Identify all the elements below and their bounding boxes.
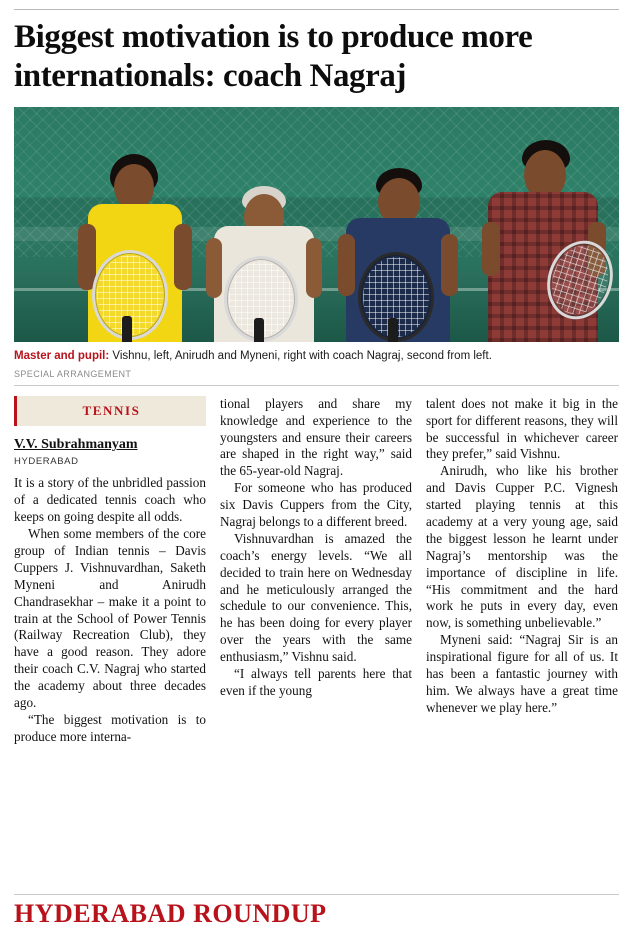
- caption-text: Vishnu, left, Anirudh and Myneni, right with coach Nagraj, second from left.: [109, 350, 492, 363]
- paragraph: “I always tell parents here that even if the young: [220, 665, 412, 698]
- paragraph: talent does not make it big in the sport for different reasons, they will be successful in whichever career they prefer,” said Vishnu.: [426, 395, 618, 462]
- person-anirudh: [336, 152, 458, 342]
- paragraph: Anirudh, who like his brother and Davis Cupper P.C. Vignesh started playing tennis at this academy at a very young age, said the biggest lesson he learnt under Nagraj’s mentorship was the importance of discipline in life. “His commitment and the hard work he puts in every day, even now, is something unbelievable.”: [426, 463, 618, 631]
- caption-lead: Master and pupil:: [14, 350, 110, 363]
- paragraph: tional players and share my knowledge and experience to the youngsters and ensure their careers are shaped in the right way,” said the 65-year-old Nagraj.: [220, 395, 412, 479]
- arm-right: [306, 238, 322, 298]
- footer-masthead: HYDERABAD ROUNDUP: [14, 899, 327, 928]
- article-photo: [14, 107, 619, 342]
- dateline: HYDERABAD: [14, 456, 79, 468]
- arm-left: [206, 238, 222, 298]
- top-divider: [14, 9, 619, 10]
- paragraph: It is a story of the unbridled passion of a dedicated tennis coach who keeps on going despite all odds.: [14, 475, 206, 525]
- caption-divider: [14, 385, 619, 386]
- column-1: [14, 396, 206, 746]
- article-body: [14, 396, 619, 746]
- paragraph: When some members of the core group of Indian tennis – Davis Cuppers J. Vishnuvardhan, Saketh Myneni and Anirudh Chandrasekhar – make it a point to train at the School of Power Tennis (Railway Recreation Club), they have a good reason. They adore their coach C.V. Nagraj who started the academy about three decades ago.: [14, 526, 206, 710]
- racket-handle: [254, 318, 264, 342]
- paragraph: Myneni said: “Nagraj Sir is an inspirational figure for all of us. It has been a fantastic journey with him. We always have a great time whenever we play here.”: [426, 632, 618, 715]
- byline: V.V. Subrahmanyam: [14, 437, 138, 453]
- paragraph: For someone who has produced six Davis Cuppers from the City, Nagraj belongs to a different breed.: [220, 480, 412, 529]
- paragraph: Vishnuvardhan is amazed the coach’s energy levels. “We all decided to train here on Wednesday and he meticulously arranged the schedule to our convenience. This, he has been doing for every player over the years with the same enthusiasm,” Vishnu said.: [220, 530, 412, 665]
- page-title: Biggest motivation is to produce more internationals: coach Nagraj: [14, 19, 533, 94]
- person-vishnu: [74, 142, 194, 342]
- person-myneni: [480, 134, 606, 342]
- column-2: [220, 396, 412, 746]
- photo-caption: [14, 349, 619, 365]
- racket-handle: [388, 318, 398, 342]
- arm-right: [441, 234, 458, 296]
- column-3: [426, 396, 618, 746]
- person-nagraj: [204, 160, 322, 342]
- arm-left: [338, 234, 355, 296]
- photo-credit: SPECIAL ARRANGEMENT: [14, 368, 132, 379]
- bottom-divider: [14, 894, 619, 895]
- racket-handle: [122, 316, 132, 342]
- paragraph: “The biggest motivation is to produce more interna-: [14, 711, 206, 744]
- section-badge: TENNIS: [14, 396, 206, 427]
- arm-right: [174, 224, 192, 290]
- arm-left: [482, 222, 500, 276]
